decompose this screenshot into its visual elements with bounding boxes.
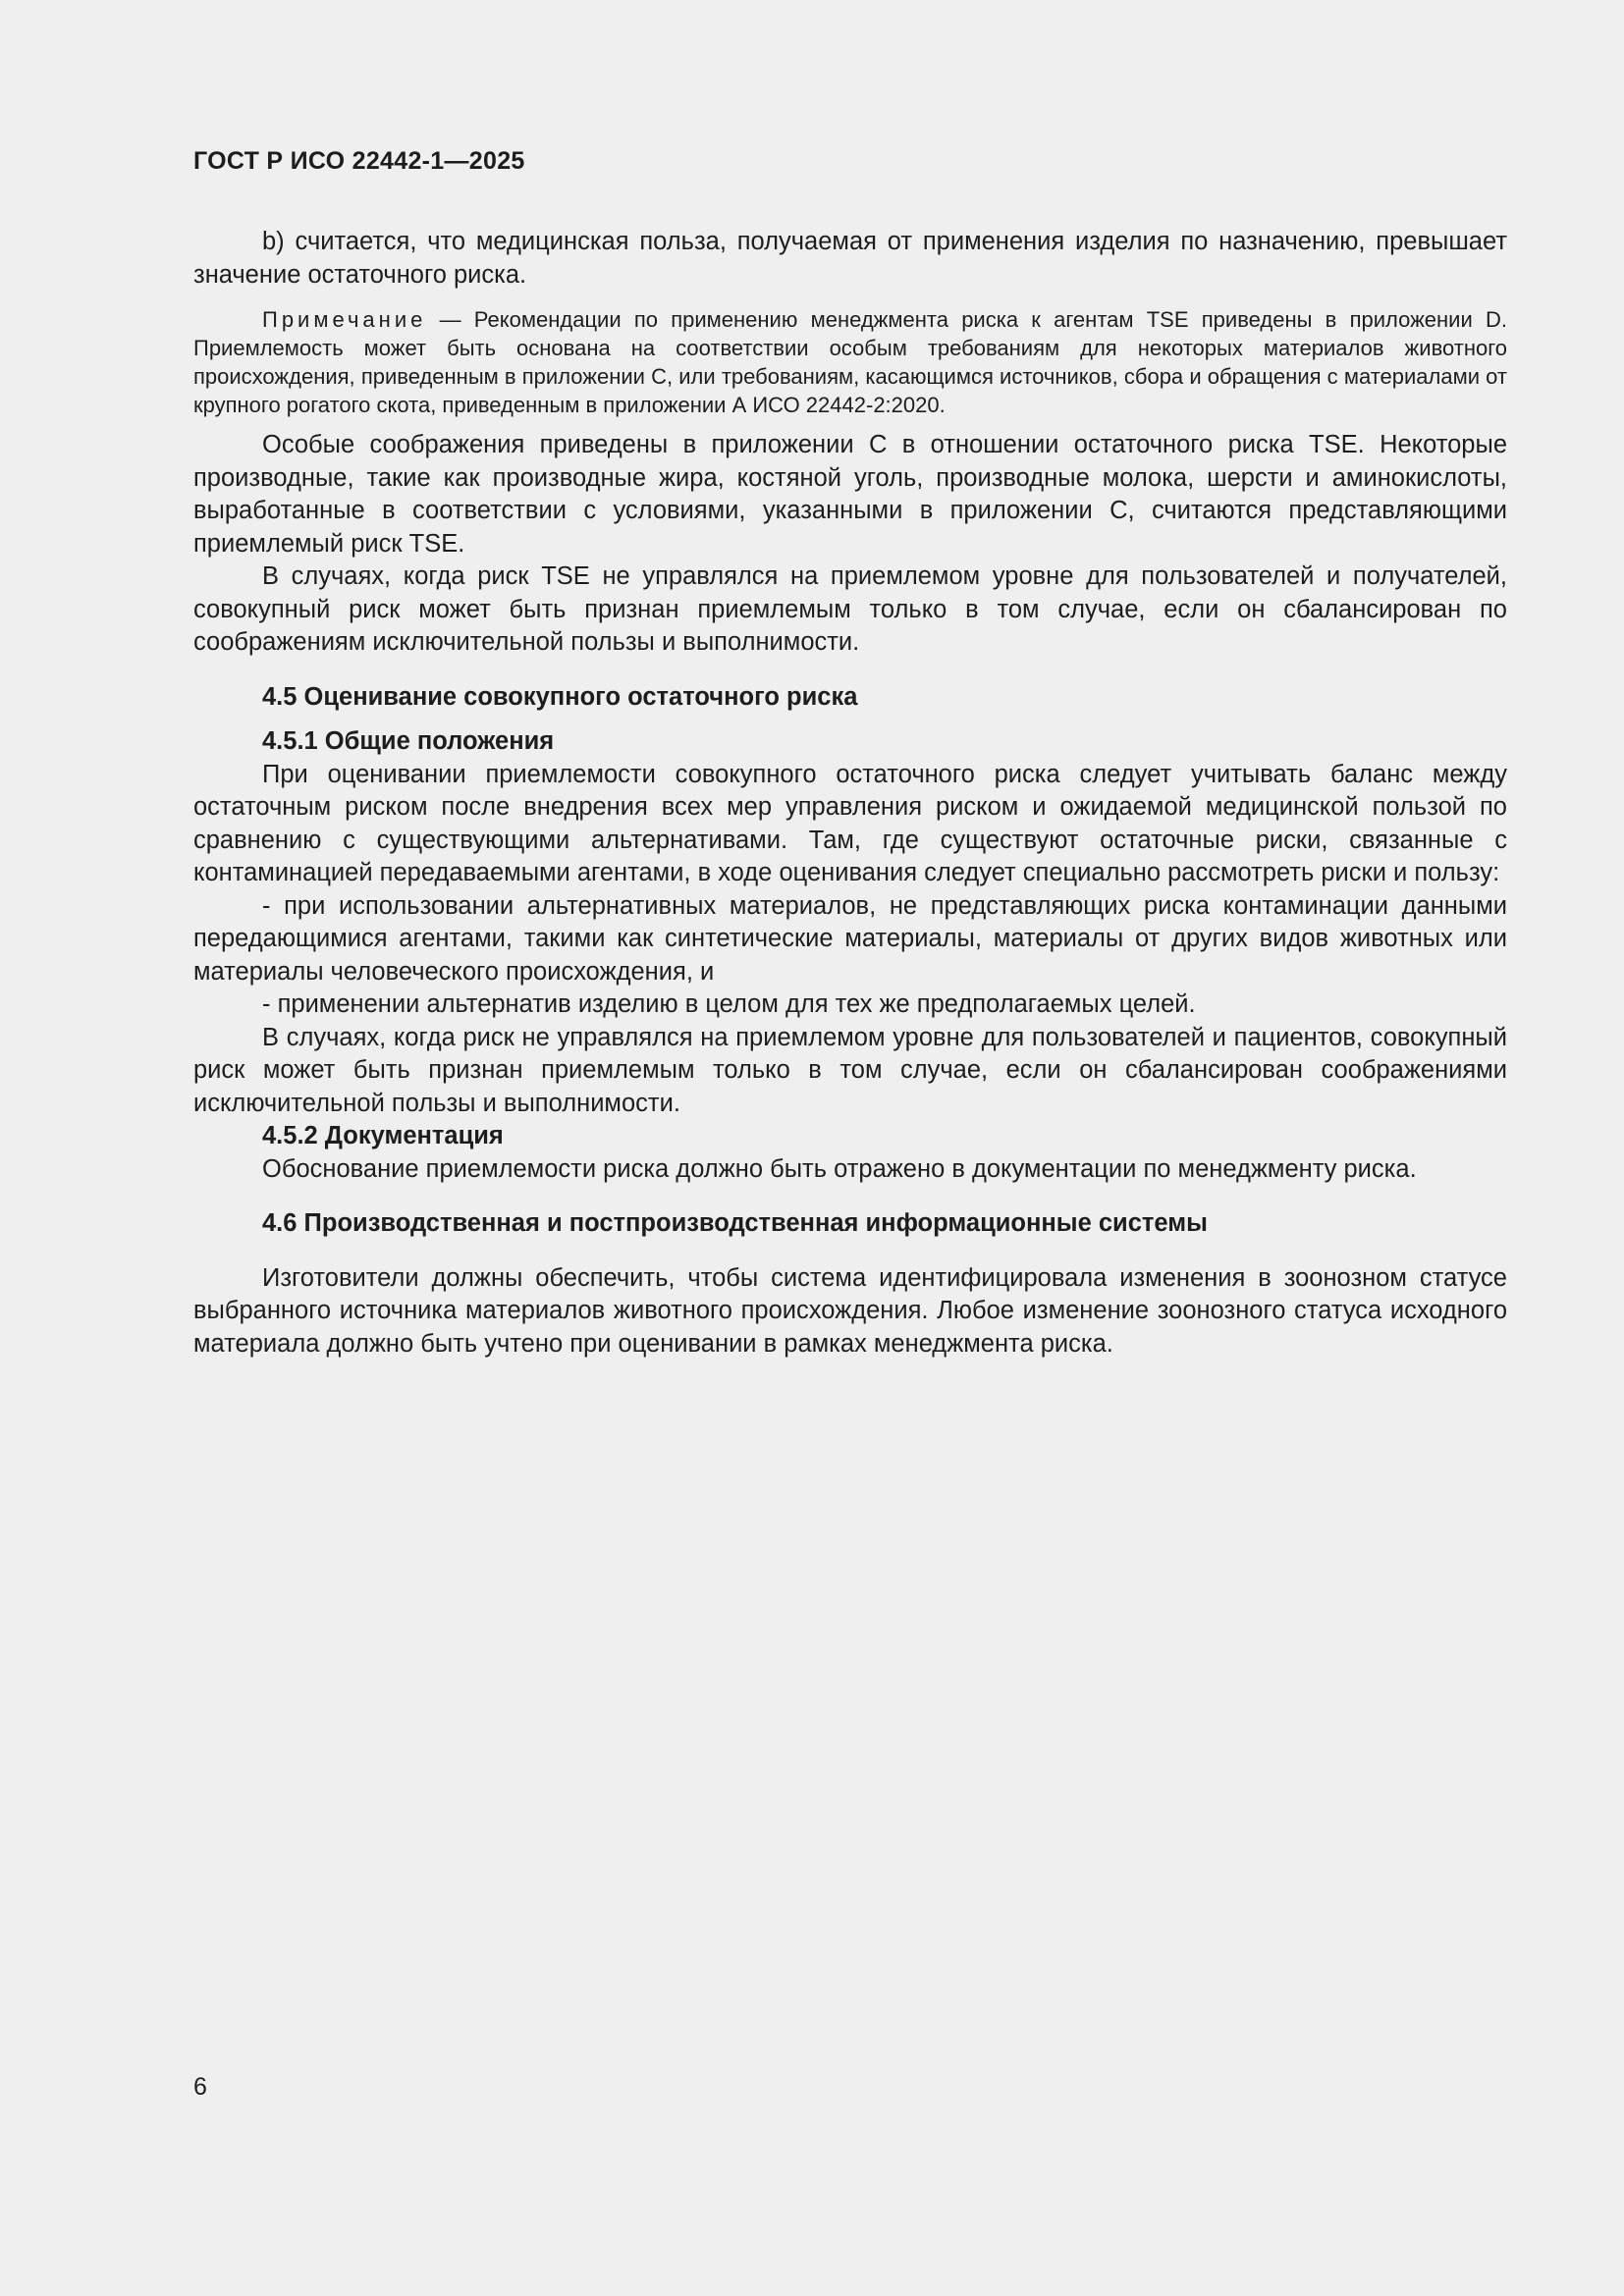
note-text: — Рекомендации по применению менеджмента риска к агентам TSE приведены в приложении D. Приемлемость может быть основана на соответствии особым требованиям для некоторых материалов животного происхождения, приведенным в приложении С, или требованиям, касающимся источников, сбора и обращения с материалами от крупного рогатого скота, приведенным в приложении А ИСО 22442-2:2020. (193, 307, 1507, 417)
section-heading-4-5: 4.5 Оценивание совокупного остаточного риска (262, 682, 858, 711)
paragraph-special-considerations: Особые соображения приведены в приложении С в отношении остаточного риска TSE. Некоторые производные, такие как производные жира, костяной уголь, производные молока, шерсти и аминокислоты, выработанные в соответствии с условиями, указанными в приложении С, считаются представляющими приемлемый риск TSE. (193, 431, 1507, 558)
paragraph-4-6: Изготовители должны обеспечить, чтобы система идентифицировала изменения в зоонозном статусе выбранного источника материалов животного происхождения. Любое изменение зоонозного статуса исходного материала должно быть учтено при оценивании в рамках менеджмента риска. (193, 1263, 1507, 1358)
section-heading-4-5-1: 4.5.1 Общие положения (262, 727, 555, 755)
note-paragraph (193, 305, 1507, 419)
paragraph-4-5-1-cases: В случаях, когда риск не управлялся на приемлемом уровне для пользователей и пациентов, совокупный риск может быть признан приемлемым только в том случае, если он сбалансирован соображениями исключительной пользы и выполнимости. (193, 1023, 1507, 1117)
section-heading-4-5-2: 4.5.2 Документация (262, 1122, 504, 1149)
paragraph-4-5-1-intro: При оценивании приемлемости совокупного остаточного риска следует учитывать баланс между остаточным риском после внедрения всех мер управления риском и ожидаемой медицинской пользой по сравнению с существующими альтернативами. Там, где существуют остаточные риски, связанные с контаминацией передаваемыми агентами, в ходе оценивания следует специально рассмотреть риски и пользу: (193, 760, 1507, 886)
paragraph-4-5-2: Обоснование приемлемости риска должно быть отражено в документации по менеджменту риска. (262, 1154, 1417, 1183)
paragraph-tse-cases: В случаях, когда риск TSE не управлялся на приемлемом уровне для пользователей и получателей, совокупный риск может быть признан приемлемым только в том случае, если он сбалансирован по соображениям исключительной пользы и выполнимости. (193, 562, 1507, 656)
list-item-alternative-materials: - при использовании альтернативных материалов, не представляющих риска контаминации данными передающимися агентами, такими как синтетические материалы, материалы от других видов животных или материалы человеческого происхождения, и (193, 891, 1507, 986)
document-header: ГОСТ Р ИСО 22442-1—2025 (193, 147, 525, 175)
page-number: 6 (193, 2073, 207, 2101)
paragraph-item-b: b) считается, что медицинская польза, получаемая от применения изделия по назначению, превышает значение остаточного риска. (193, 228, 1507, 289)
section-heading-4-6: 4.6 Производственная и постпроизводственная информационные системы (262, 1209, 1208, 1237)
note-label: Примечание (262, 307, 427, 332)
list-item-alternative-devices: - применении альтернатив изделию в целом для тех же предполагаемых целей. (262, 990, 1196, 1018)
document-body (193, 226, 1507, 1361)
